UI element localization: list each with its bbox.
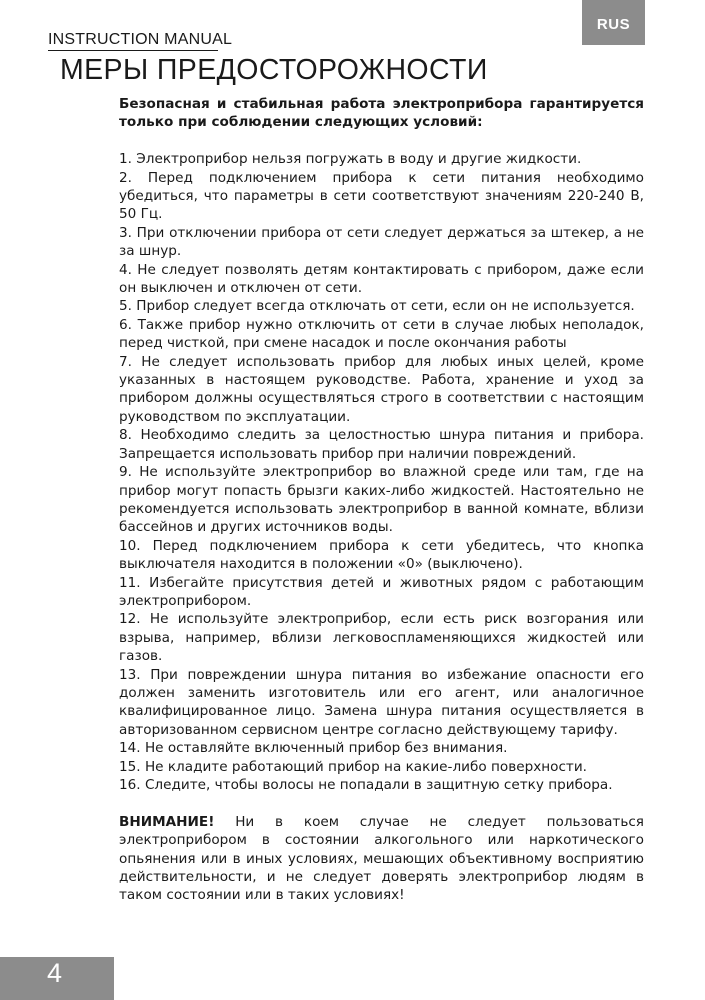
list-item: 9. Не используйте электроприбор во влажной среде или там, где на прибор могут попасть брызги каких-либо жидкостей. Настоятельно не рекомендуется использовать электроприбор в ванной комнате, вблизи бассейнов и других источников воды. <box>119 464 644 536</box>
list-item: 6. Также прибор нужно отключить от сети в случае любых неполадок, перед чисткой, при смене насадок и после окончания работы <box>119 316 644 352</box>
list-item: 10. Перед подключением прибора к сети убедитесь, что кнопка выключателя находится в положении «0» (выключено). <box>119 537 644 573</box>
list-item: 4. Не следует позволять детям контактировать с прибором, даже если он выключен и отключен от сети. <box>119 261 644 297</box>
safety-list <box>119 150 644 794</box>
page-title: МЕРЫ ПРЕДОСТОРОЖНОСТИ <box>60 54 488 86</box>
header-underline <box>48 50 218 51</box>
list-item: 13. При повреждении шнура питания во избежание опасности его должен заменить изготовитель или его агент, или аналогичное квалифицированное лицо. Замена шнура питания осуществляется в авторизованном сервисном центре согласно действующему тарифу. <box>119 666 644 738</box>
list-item: 12. Не используйте электроприбор, если есть риск возгорания или взрыва, например, вблизи легковоспламеняющихся жидкостей или газов. <box>119 611 644 665</box>
list-item: 8. Необходимо следить за целостностью шнура питания и прибора. Запрещается использовать прибор при наличии повреждений. <box>119 427 644 462</box>
list-item: 1. Электроприбор нельзя погружать в воду и другие жидкости. <box>119 151 582 168</box>
list-item: 7. Не следует использовать прибор для любых иных целей, кроме указанных в настоящем руководстве. Работа, хранение и уход за прибором должны осуществляться строго в соответствии с настоящим руководством по эксплуатации. <box>119 353 644 425</box>
list-item: 16. Следите, чтобы волосы не попадали в защитную сетку прибора. <box>119 777 613 794</box>
list-item: 11. Избегайте присутствия детей и животных рядом с работающим электроприбором. <box>119 574 644 609</box>
list-item: 2. Перед подключением прибора к сети питания необходимо убедиться, что параметры в сети соответствуют значениям 220-240 В, 50 Гц. <box>119 169 644 223</box>
list-item: 5. Прибор следует всегда отключать от сети, если он не используется. <box>119 298 635 315</box>
safety-content <box>119 95 644 905</box>
list-item: 3. При отключении прибора от сети следует держаться за штекер, а не за шнур. <box>119 224 644 260</box>
warning-text: Ни в коем случае не следует пользоваться электроприбором в состоянии алкогольного или наркотического опьянения или в иных условиях, мешающих объективному восприятию действительности, и не следует доверять электроприбор людям в таком состоянии или в таких условиях! <box>119 813 644 904</box>
list-item: 15. Не кладите работающий прибор на какие-либо поверхности. <box>119 758 588 775</box>
manual-label: INSTRUCTION MANUAL <box>48 31 233 48</box>
warning-label: ВНИМАНИЕ! <box>119 813 215 830</box>
warning-paragraph <box>119 813 644 905</box>
intro-paragraph: Безопасная и стабильная работа электроприбора гарантируется только при соблюдении следующих условий: <box>119 96 644 131</box>
page-number: 4 <box>47 958 63 988</box>
list-item: 14. Не оставляйте включенный прибор без внимания. <box>119 740 508 757</box>
language-tab: RUS <box>582 0 645 45</box>
